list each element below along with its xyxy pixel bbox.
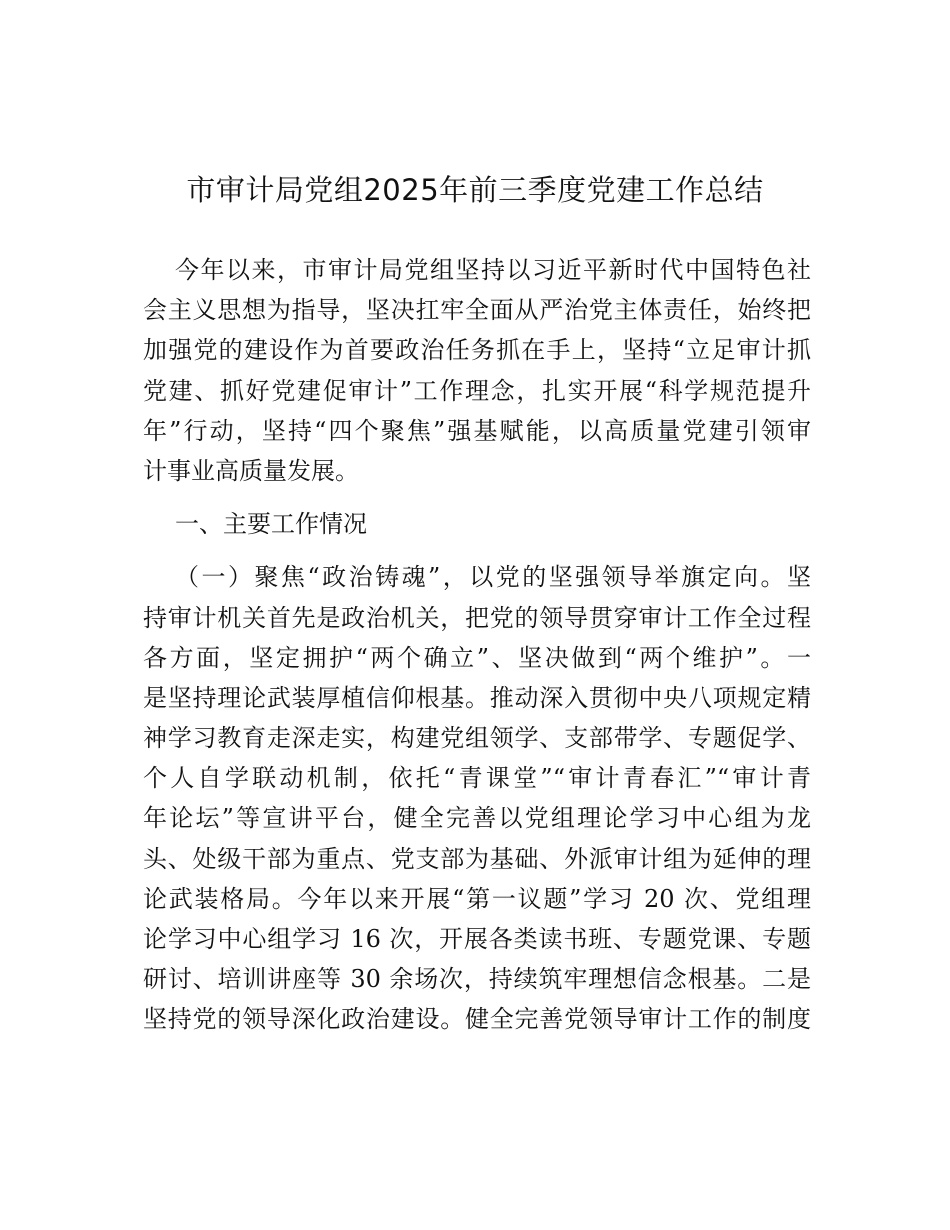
text-line: （一）聚焦“政治铸魂”，以党的坚强领导举旗定向。坚 xyxy=(175,563,811,592)
text-line: 会主义思想为指导，坚决扛牢全面从严治党主体责任，始终把 xyxy=(143,296,811,325)
text-line: 神学习教育走深走实，构建党组领学、支部带学、专题促学、 xyxy=(143,724,811,753)
text-line: 头、处级干部为重点、党支部为基础、外派审计组为延伸的理 xyxy=(143,844,811,873)
text-line: 坚持党的领导深化政治建设。健全完善党领导审计工作的制度 xyxy=(143,1005,811,1034)
text-line: 持审计机关首先是政治机关，把党的领导贯穿审计工作全过程 xyxy=(143,603,811,632)
text-line: 论学习中心组学习 16 次，开展各类读书班、专题党课、专题 xyxy=(143,925,811,953)
section-heading: 一、主要工作情况 xyxy=(175,510,367,539)
text-line: 党建、抓好党建促审计”工作理念，扎实开展“科学规范提升 xyxy=(143,376,811,405)
text-line: 年论坛”等宣讲平台，健全完善以党组理论学习中心组为龙 xyxy=(143,804,811,833)
text-line: 今年以来，市审计局党组坚持以习近平新时代中国特色社 xyxy=(175,256,811,284)
paragraph-section-1 xyxy=(143,557,811,1039)
text-line: 论武装格局。今年以来开展“第一议题”学习 20 次、党组理 xyxy=(143,884,811,913)
text-line: 各方面，坚定拥护“两个确立”、坚决做到“两个维护”。一 xyxy=(143,643,811,672)
document-title: 市审计局党组2025年前三季度党建工作总结 xyxy=(186,173,764,207)
text-line: 研讨、培训讲座等 30 余场次，持续筑牢理想信念根基。二是 xyxy=(143,965,811,994)
text-line: 加强党的建设作为首要政治任务抓在手上，坚持“立足审计抓 xyxy=(143,336,811,365)
text-line: 个人自学联动机制，依托“青课堂”“审计青春汇”“审计青 xyxy=(143,764,811,793)
text-line: 计事业高质量发展。 xyxy=(143,456,359,485)
text-line: 是坚持理论武装厚植信仰根基。推动深入贯彻中央八项规定精 xyxy=(143,683,811,712)
text-line: 年”行动，坚持“四个聚焦”强基赋能，以高质量党建引领审 xyxy=(143,416,811,445)
paragraph-intro xyxy=(143,250,811,491)
document-body xyxy=(143,250,811,1040)
